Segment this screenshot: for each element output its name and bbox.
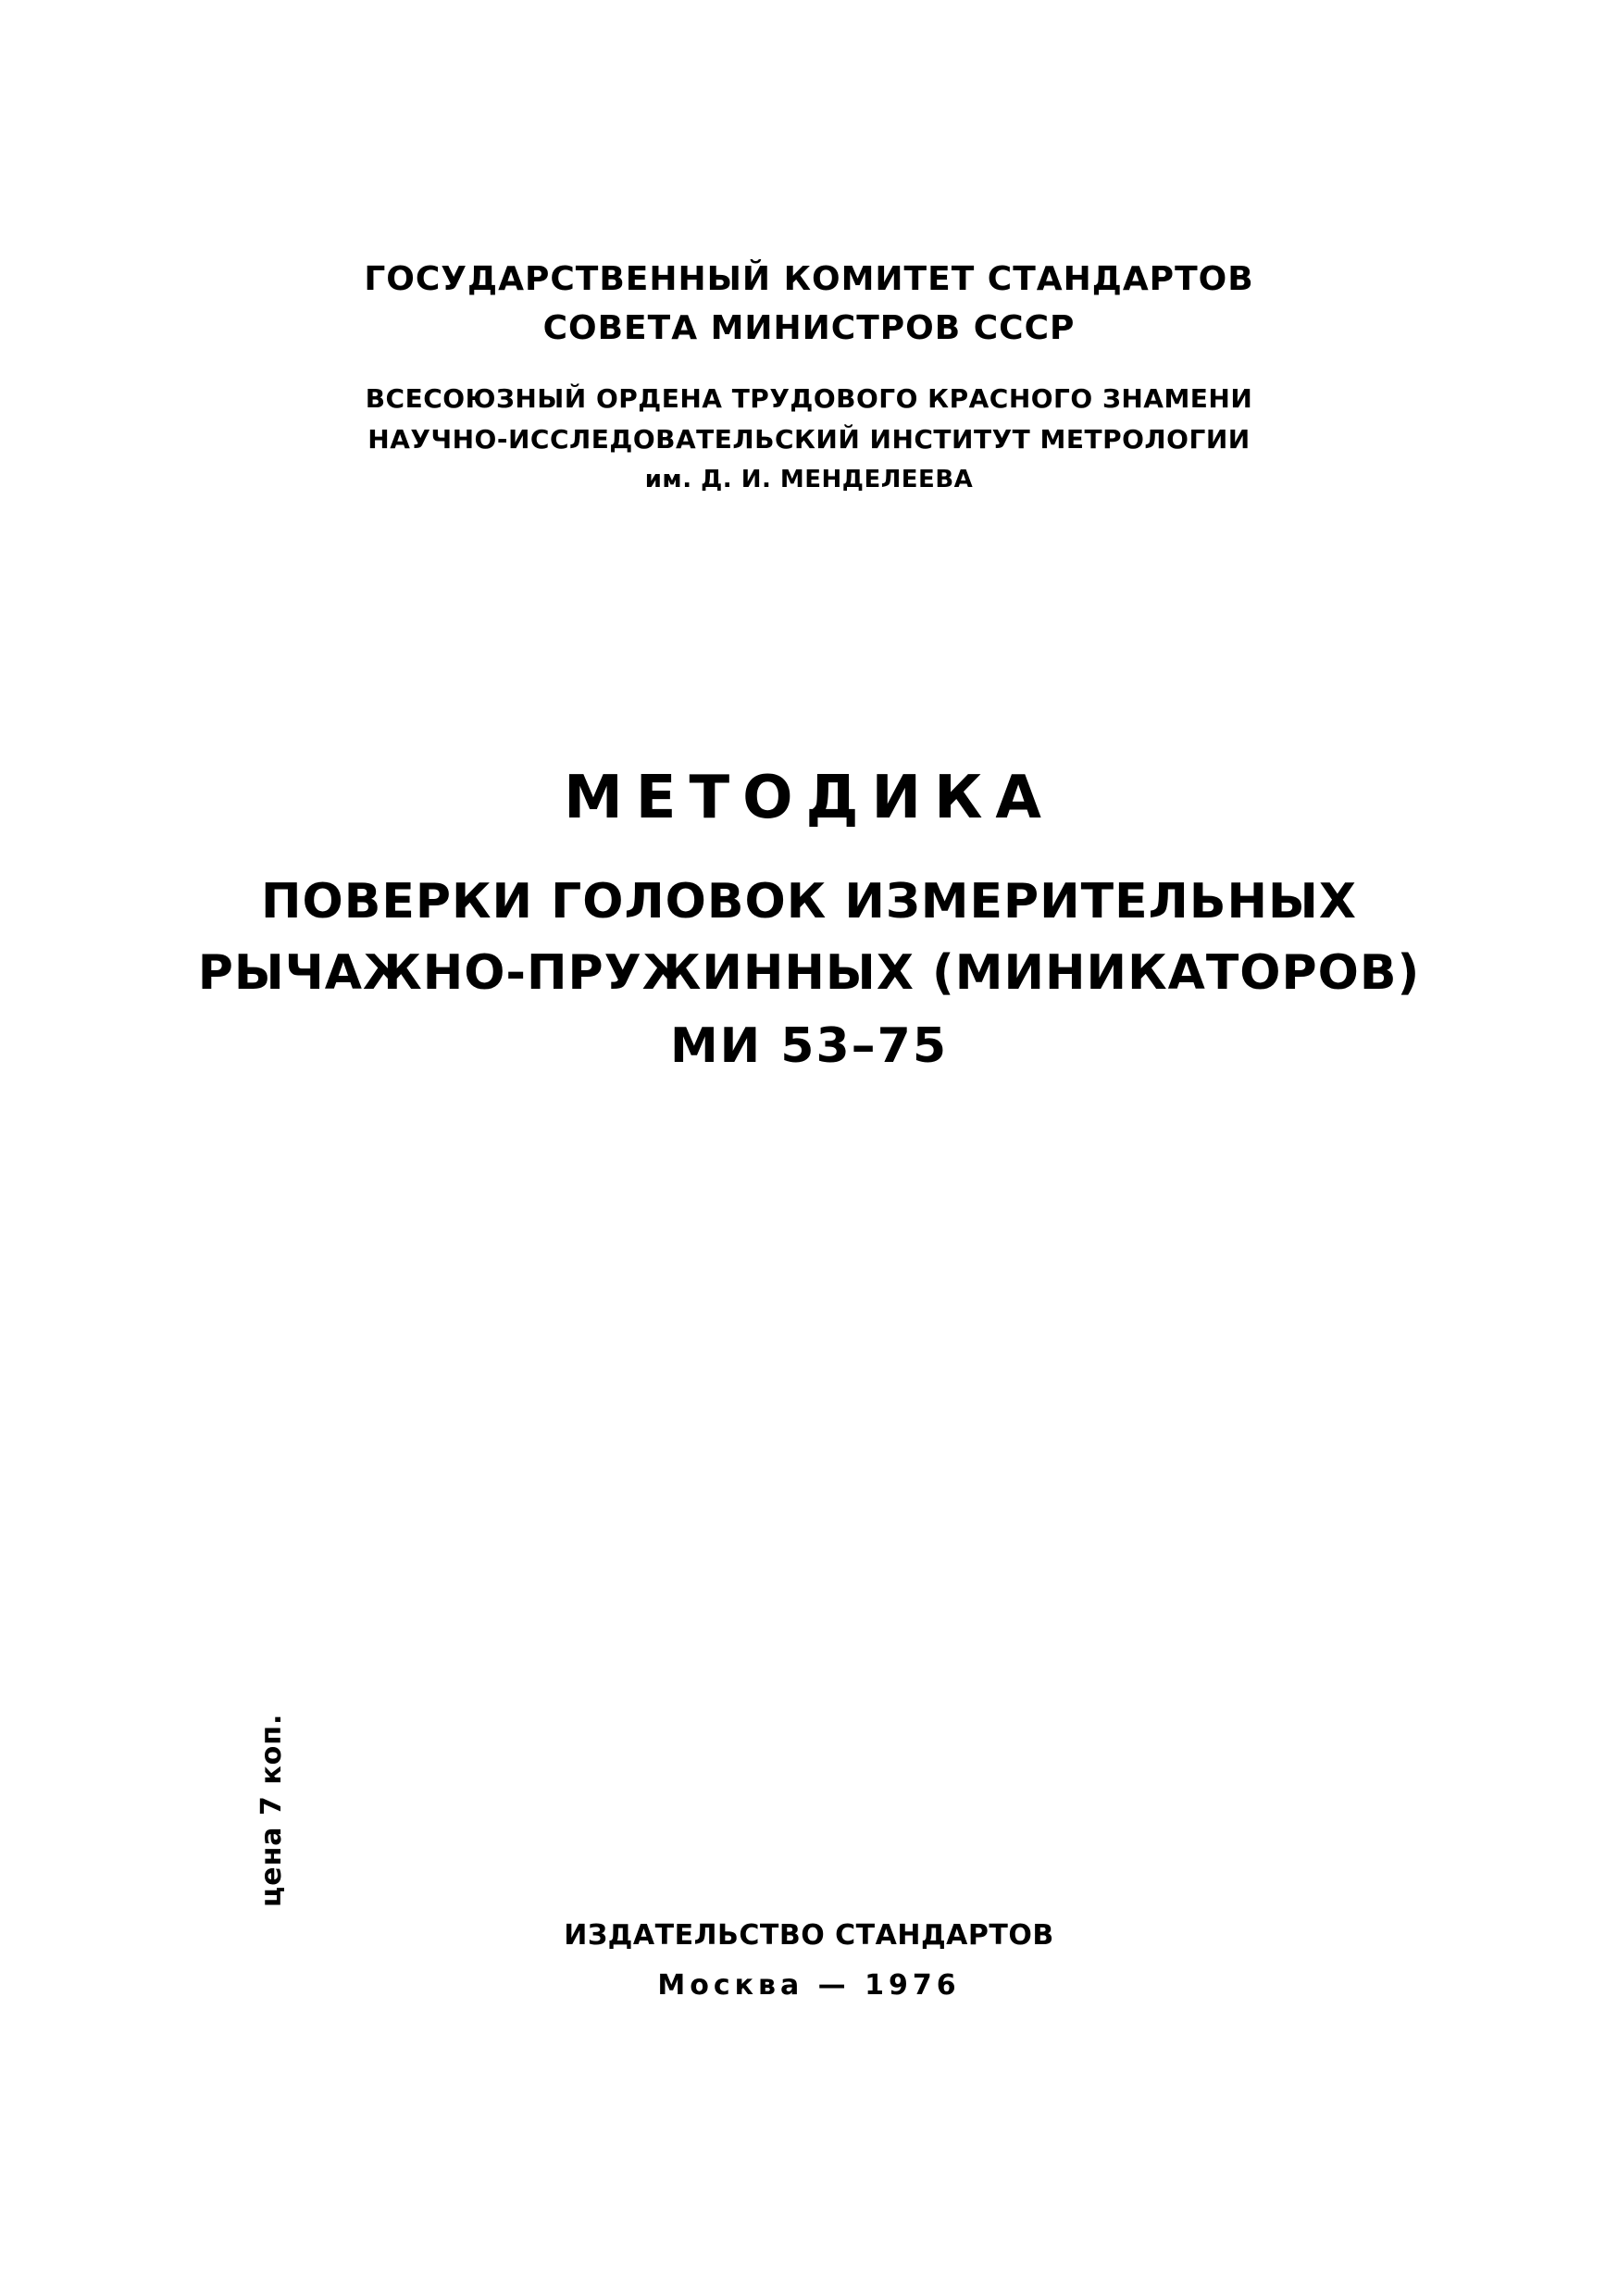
institute-name-line1: ВСЕСОЮЗНЫЙ ОРДЕНА ТРУДОВОГО КРАСНОГО ЗНАМЕНИ	[365, 383, 1253, 414]
org-name-line2: СОВЕТА МИНИСТРОВ СССР	[542, 309, 1076, 347]
institute-name-line2: НАУЧНО-ИССЛЕДОВАТЕЛЬСКИЙ ИНСТИТУТ МЕТРОЛОГИИ	[367, 424, 1251, 455]
price-label: цена 7 коп.	[255, 1713, 288, 1907]
publication-city-year: Москва — 1976	[657, 1969, 961, 2002]
document-designation: МИ 53–75	[669, 1018, 949, 1074]
document-subtitle-line1: ПОВЕРКИ ГОЛОВОК ИЗМЕРИТЕЛЬНЫХ	[261, 874, 1357, 930]
document-subtitle-line2: РЫЧАЖНО-ПРУЖИННЫХ (МИНИКАТОРОВ)	[197, 945, 1421, 1001]
institute-name-line3: им. Д. И. МЕНДЕЛЕЕВА	[644, 466, 974, 493]
publisher-name: ИЗДАТЕЛЬСТВО СТАНДАРТОВ	[564, 1919, 1054, 1952]
org-name-line1: ГОСУДАРСТВЕННЫЙ КОМИТЕТ СТАНДАРТОВ	[364, 260, 1254, 298]
document-title: МЕТОДИКА	[564, 764, 1054, 832]
